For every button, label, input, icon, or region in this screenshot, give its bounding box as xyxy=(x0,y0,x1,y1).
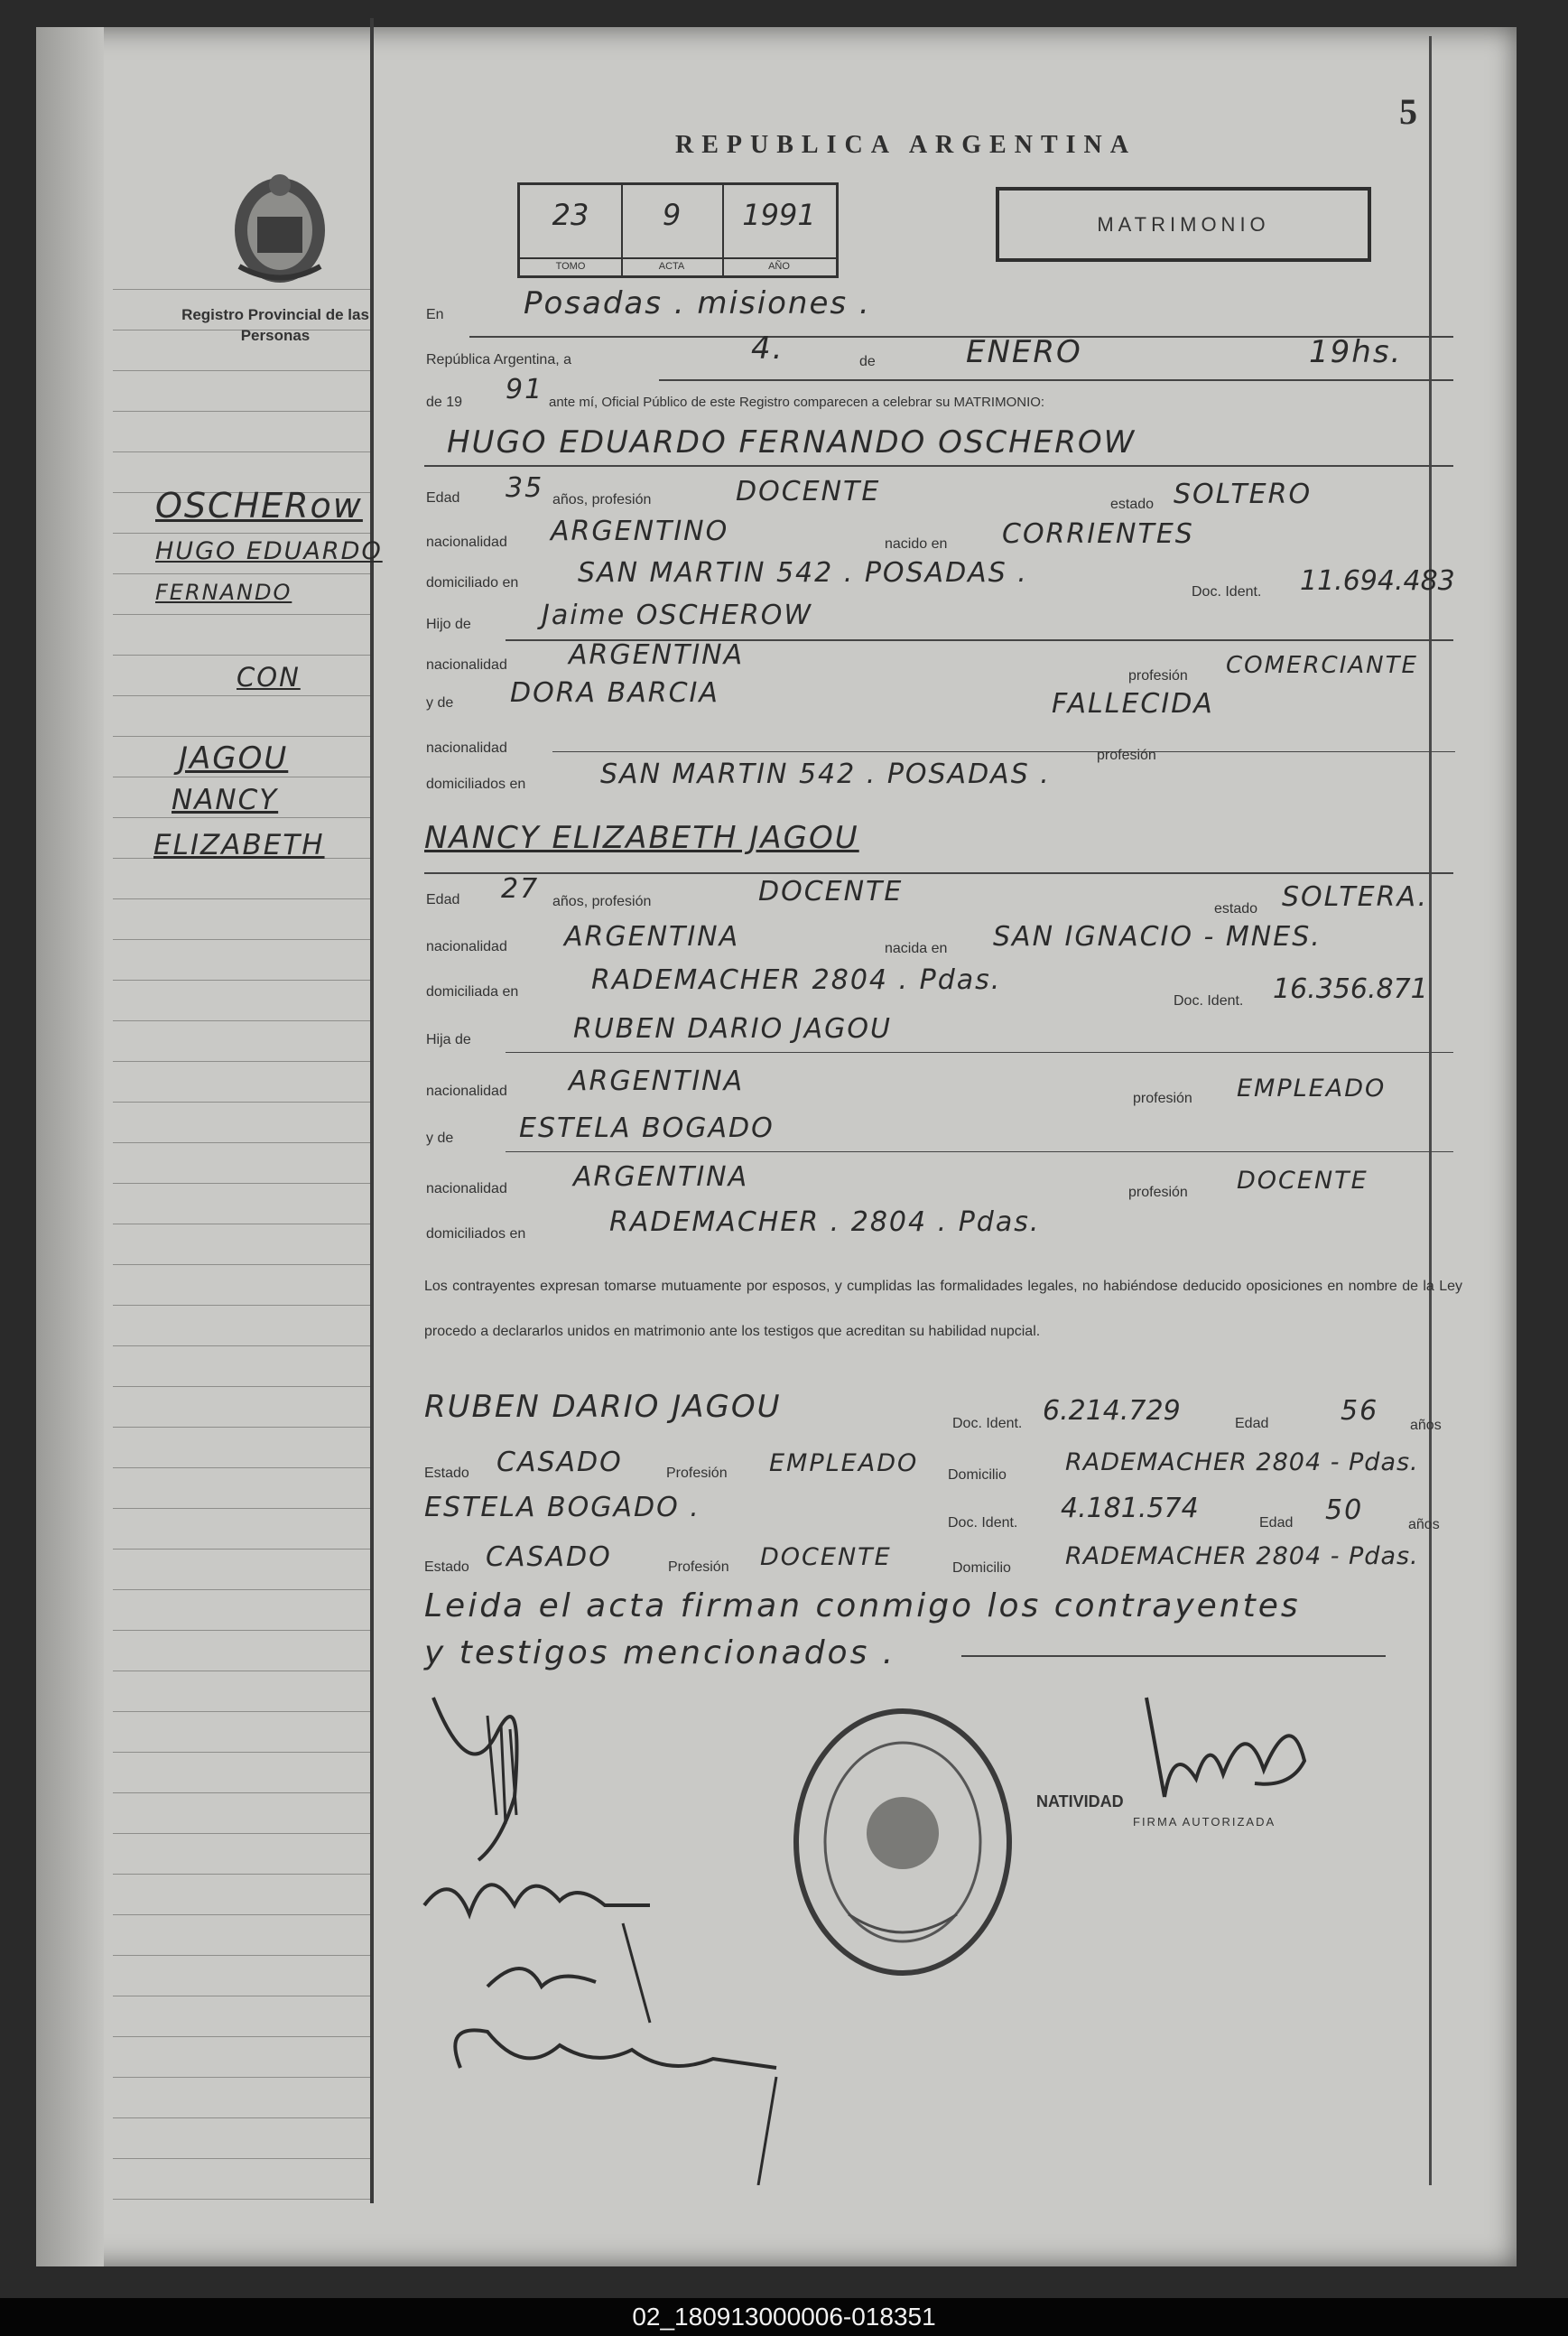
margin-ruled-line xyxy=(113,1427,370,1428)
witness-2-profession: DOCENTE xyxy=(760,1543,892,1571)
witness-2-doc-label: Doc. Ident. xyxy=(948,1515,1018,1531)
witness-2-age: 50 xyxy=(1325,1494,1364,1526)
witness-2-domicilio-label: Domicilio xyxy=(952,1560,1011,1576)
republica-label: República Argentina, a xyxy=(426,352,571,368)
margin-ruled-line xyxy=(113,2158,370,2159)
groom-address: SAN MARTIN 542 . POSADAS . xyxy=(578,557,1028,589)
margin-ruled-line xyxy=(113,1142,370,1143)
scan-filename: 02_180913000006-018351 xyxy=(632,2303,936,2331)
bride-mother-nat-label: nacionalidad xyxy=(426,1181,507,1196)
bride-nacionalidad-label: nacionalidad xyxy=(426,939,507,954)
groom-hijo-label: Hijo de xyxy=(426,617,471,632)
de-label: de xyxy=(859,354,876,369)
margin-ruled-line xyxy=(113,1955,370,1956)
bride-father-prof-label: profesión xyxy=(1133,1091,1192,1106)
margin-ruled-line xyxy=(113,817,370,818)
margin-ruled-line xyxy=(113,1549,370,1550)
year-suffix: 91 xyxy=(506,374,544,405)
witness-2-edad-label: Edad xyxy=(1259,1515,1294,1531)
groom-age: 35 xyxy=(506,472,544,504)
bride-domiciliados-label: domiciliados en xyxy=(426,1226,526,1242)
margin-ruled-line xyxy=(113,1711,370,1712)
acta-label: ACTA xyxy=(621,257,722,272)
groom-anos-profesion-label: años, profesión xyxy=(552,492,652,507)
tomo-cell xyxy=(520,185,623,275)
margin-ruled-line xyxy=(113,1874,370,1875)
groom-father-prof-label: profesión xyxy=(1128,668,1188,684)
bride-full-name: NANCY ELIZABETH JAGOU xyxy=(424,820,859,856)
bride-anos-profesion-label: años, profesión xyxy=(552,894,652,909)
bride-mother-prof-label: profesión xyxy=(1128,1185,1188,1200)
margin-ruled-line xyxy=(113,2077,370,2078)
margin-ruled-line xyxy=(113,1305,370,1306)
witness-2-status: CASADO xyxy=(486,1541,612,1573)
bride-address: RADEMACHER 2804 . Pdas. xyxy=(591,964,1002,996)
place-value: Posadas . misiones . xyxy=(524,285,871,321)
witness-2-profesion-label: Profesión xyxy=(668,1559,729,1575)
margin-bride-given-2: ELIZABETH xyxy=(153,829,325,861)
witness-2-address: RADEMACHER 2804 - Pdas. xyxy=(1065,1542,1419,1570)
groom-nacionalidad-label: nacionalidad xyxy=(426,535,507,550)
ano-label: AÑO xyxy=(722,257,836,272)
witness-2-name: ESTELA BOGADO . xyxy=(424,1492,700,1523)
margin-ruled-line xyxy=(113,411,370,412)
groom-domiciliado-label: domiciliado en xyxy=(426,575,519,591)
tomo-label: TOMO xyxy=(520,257,621,272)
witness-1-age: 56 xyxy=(1341,1395,1379,1427)
groom-marital-status: SOLTERO xyxy=(1174,479,1313,510)
margin-ruled-line xyxy=(113,1752,370,1753)
margin-ruled-line xyxy=(113,898,370,899)
act-type-label: MATRIMONIO xyxy=(1097,212,1270,236)
witness-1-profesion-label: Profesión xyxy=(666,1466,728,1481)
witness-1-status: CASADO xyxy=(496,1447,623,1478)
official-round-stamp xyxy=(785,1698,1020,1987)
groom-mother-prof-label: profesión xyxy=(1097,748,1156,763)
groom-mother-nat-rule xyxy=(552,751,1455,752)
groom-profession: DOCENTE xyxy=(736,476,881,507)
bride-marital-status: SOLTERA. xyxy=(1282,881,1429,913)
bride-profession: DOCENTE xyxy=(758,876,904,907)
groom-estado-label: estado xyxy=(1110,497,1155,512)
witness-1-name: RUBEN DARIO JAGOU xyxy=(424,1389,782,1425)
groom-mother-nat-label: nacionalidad xyxy=(426,740,507,756)
margin-ruled-line xyxy=(113,655,370,656)
groom-father-nationality: ARGENTINA xyxy=(569,639,745,671)
groom-edad-label: Edad xyxy=(426,490,460,506)
groom-yde-label: y de xyxy=(426,695,454,711)
margin-ruled-line xyxy=(113,614,370,615)
margin-ruled-line xyxy=(113,1183,370,1184)
groom-father-nat-label: nacionalidad xyxy=(426,657,507,673)
margin-ruled-line xyxy=(113,573,370,574)
bride-father-profession: EMPLEADO xyxy=(1237,1075,1387,1103)
bride-mother: ESTELA BOGADO xyxy=(519,1112,775,1144)
book-gutter xyxy=(36,27,104,2266)
witness-1-domicilio-label: Domicilio xyxy=(948,1467,1007,1483)
bride-estado-label: estado xyxy=(1214,901,1258,917)
margin-groom-given-1: HUGO EDUARDO xyxy=(155,537,383,565)
margin-ruled-line xyxy=(113,1264,370,1265)
bride-age: 27 xyxy=(501,873,540,905)
margin-ruled-line xyxy=(113,451,370,452)
margin-ruled-line xyxy=(113,1508,370,1509)
bride-yde-label: y de xyxy=(426,1131,454,1146)
margin-bride-surname: JAGOU xyxy=(179,740,289,777)
closing-note-line-1: Leida el acta firman conmigo los contrayentes xyxy=(424,1587,1301,1624)
witness-1-doc-label: Doc. Ident. xyxy=(952,1416,1023,1431)
margin-groom-surname: OSCHERow xyxy=(155,486,363,526)
bride-birthplace: SAN IGNACIO - MNES. xyxy=(993,921,1322,953)
bride-nationality: ARGENTINA xyxy=(564,921,740,953)
bride-domiciliada-label: domiciliada en xyxy=(426,984,519,1000)
groom-name-rule xyxy=(424,465,1453,467)
witness-1-estado-label: Estado xyxy=(424,1466,469,1481)
margin-ruled-line xyxy=(113,1792,370,1793)
witness-1-doc: 6.214.729 xyxy=(1043,1395,1181,1427)
closing-rule xyxy=(961,1655,1386,1657)
groom-mother: DORA BARCIA xyxy=(510,677,719,709)
en-label: En xyxy=(426,307,444,322)
margin-groom-given-2: FERNANDO xyxy=(155,580,292,605)
groom-full-name: HUGO EDUARDO FERNANDO OSCHEROW xyxy=(447,424,1137,461)
time-value: 19hs. xyxy=(1309,334,1403,370)
month-value: ENERO xyxy=(966,334,1082,370)
groom-doc-label: Doc. Ident. xyxy=(1192,584,1262,600)
witness-1-profession: EMPLEADO xyxy=(769,1449,919,1477)
groom-parents-address: SAN MARTIN 542 . POSADAS . xyxy=(600,759,1051,790)
bride-hija-label: Hija de xyxy=(426,1032,471,1047)
coat-of-arms-seal xyxy=(221,167,339,289)
bride-edad-label: Edad xyxy=(426,892,460,907)
margin-ruled-line xyxy=(113,1386,370,1387)
day-value: 4. xyxy=(751,330,784,367)
margin-connector: CON xyxy=(237,662,301,693)
margin-ruled-line xyxy=(113,370,370,371)
margin-ruled-line xyxy=(113,736,370,737)
page-number: 5 xyxy=(1399,91,1417,132)
margin-ruled-line xyxy=(113,2036,370,2037)
registry-label: Registro Provincial de las Personas xyxy=(181,306,369,344)
bride-mother-profession: DOCENTE xyxy=(1237,1167,1369,1195)
margin-ruled-line xyxy=(113,1833,370,1834)
acta-cell xyxy=(621,185,724,275)
tomo-value: 23 xyxy=(552,198,589,232)
acta-value: 9 xyxy=(662,198,682,232)
witness-1-edad-label: Edad xyxy=(1235,1416,1269,1431)
bride-parents-address: RADEMACHER . 2804 . Pdas. xyxy=(609,1206,1041,1238)
groom-nationality: ARGENTINO xyxy=(551,516,729,547)
bride-mother-rule xyxy=(506,1151,1453,1152)
groom-father-profession: COMERCIANTE xyxy=(1226,652,1418,679)
officer-title: FIRMA AUTORIZADA xyxy=(1133,1815,1276,1829)
bride-father-rule xyxy=(506,1052,1453,1053)
bride-father: RUBEN DARIO JAGOU xyxy=(573,1013,892,1045)
margin-ruled-line xyxy=(113,1914,370,1915)
officer-name: NATIVIDAD xyxy=(1036,1792,1124,1810)
margin-ruled-line xyxy=(113,1467,370,1468)
bride-doc-label: Doc. Ident. xyxy=(1174,993,1244,1009)
margin-ruled-line xyxy=(113,1102,370,1103)
ano-cell xyxy=(722,185,836,275)
margin-ruled-line xyxy=(113,980,370,981)
year-prefix: de 19 xyxy=(426,395,463,410)
witness-2-doc: 4.181.574 xyxy=(1061,1493,1199,1524)
groom-doc: 11.694.483 xyxy=(1300,565,1455,597)
groom-domiciliados-label: domiciliados en xyxy=(426,777,526,792)
intro-statement: ante mí, Oficial Público de este Registro comparecen a celebrar su MATRIMONIO: xyxy=(549,395,1045,410)
margin-ruled-line xyxy=(113,695,370,696)
party-signatures xyxy=(415,1680,840,2185)
ano-value: 1991 xyxy=(742,198,816,232)
margin-ruled-line xyxy=(113,1630,370,1631)
place-rule xyxy=(469,336,1453,338)
column-divider xyxy=(370,18,374,2203)
margin-ruled-line xyxy=(113,2117,370,2118)
groom-birthplace: CORRIENTES xyxy=(1002,518,1194,550)
margin-ruled-line xyxy=(113,1061,370,1062)
country-title: REPUBLICA ARGENTINA xyxy=(675,131,1137,159)
margin-ruled-line xyxy=(113,533,370,534)
bride-doc: 16.356.871 xyxy=(1273,973,1428,1005)
witness-2-anos-label: años xyxy=(1408,1517,1440,1532)
margin-ruled-line xyxy=(113,2199,370,2200)
groom-father: Jaime OSCHEROW xyxy=(542,600,813,631)
witness-1-anos-label: años xyxy=(1410,1418,1442,1433)
date-rule xyxy=(659,379,1453,381)
witness-2-estado-label: Estado xyxy=(424,1559,469,1575)
margin-ruled-line xyxy=(113,289,370,290)
bride-nacida-label: nacida en xyxy=(885,941,948,956)
bride-father-nat-label: nacionalidad xyxy=(426,1084,507,1099)
margin-ruled-line xyxy=(113,1589,370,1590)
groom-mother-note: FALLECIDA xyxy=(1052,688,1214,720)
witness-1-address: RADEMACHER 2804 - Pdas. xyxy=(1065,1448,1419,1476)
bride-mother-nationality: ARGENTINA xyxy=(573,1161,749,1193)
margin-ruled-line xyxy=(113,1020,370,1021)
declaration-text: Los contrayentes expresan tomarse mutuamente por esposos, y cumplidas las formalidades legales, no habiéndose deducido oposiciones en nombre de la Ley procedo a declararlos unidos en matrimonio ante los testigos que acreditan su habilidad nupcial. xyxy=(424,1279,1462,1339)
closing-note-line-2: y testigos mencionados . xyxy=(424,1634,896,1671)
acta-reference-box xyxy=(517,182,839,278)
bride-name-rule xyxy=(424,872,1453,874)
groom-nacido-label: nacido en xyxy=(885,536,948,552)
officer-signature xyxy=(1119,1680,1327,1815)
margin-bride-given-1: NANCY xyxy=(172,784,279,816)
margin-ruled-line xyxy=(113,1345,370,1346)
bride-father-nationality: ARGENTINA xyxy=(569,1066,745,1097)
act-type-box xyxy=(996,187,1371,262)
right-border-rule xyxy=(1429,36,1432,2185)
margin-ruled-line xyxy=(113,939,370,940)
